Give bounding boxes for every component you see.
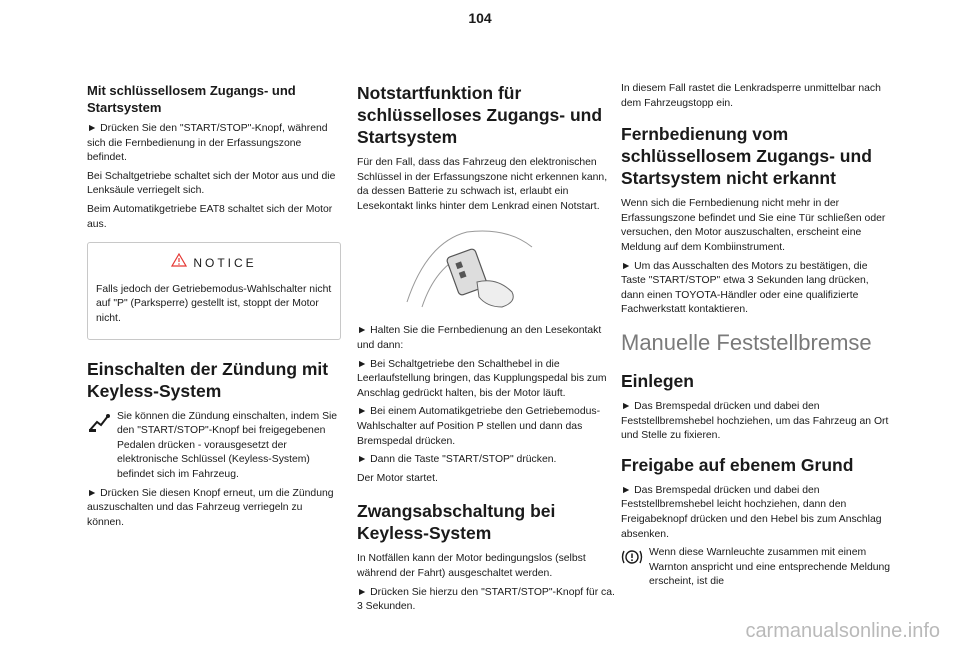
heading-release: Freigabe auf ebenem Grund — [621, 454, 854, 475]
step: ► Dann die Taste "START/STOP" drücken. — [357, 454, 557, 466]
paragraph: Wenn sich die Fernbedienung nicht mehr in der Erfassungszone befindet und Sie eine Tür schließen oder versuchen, den Motor auszuschalten, erscheint eine Meldung auf dem Kombiinstrument. — [621, 198, 886, 253]
heading-remote-not-detected: Fernbedienung vom schlüssellosem Zugangs- und Startsystem nicht erkannt — [621, 124, 872, 189]
key-reader-illustration — [397, 222, 537, 312]
section-title: Manuelle Feststellbremse — [621, 329, 872, 355]
heading-keyless-stop: Mit schlüssellosem Zugangs- und Startsystem — [87, 83, 296, 115]
step: Der Motor startet. — [357, 472, 438, 484]
notice-title: NOTICE — [193, 255, 257, 270]
parking-brake-warning-icon — [621, 548, 643, 572]
heading-apply: Einlegen — [621, 370, 694, 391]
paragraph: ► Drücken Sie den "START/STOP"-Knopf, während sich die Fernbedienung in der Erfassungszone befindet. — [87, 123, 328, 164]
notice-box — [87, 242, 341, 339]
paragraph: ► Um das Ausschalten des Motors zu bestätigen, die Taste "START/STOP" etwa 3 Sekunden lang drücken, dann einen TOYOTA-Händler oder eine qualifizierte Fachwerkstatt kontaktieren. — [621, 260, 869, 316]
paragraph: Für den Fall, dass das Fahrzeug den elektronischen Schlüssel in der Erfassungszone nicht erkennen kann, da dessen Batterie zu schwach ist, erlaubt ein Lesekontakt links hinter dem Lenkrad einen Notstart. — [357, 157, 608, 212]
step: ► Halten Sie die Fernbedienung an den Lesekontakt und dann: — [357, 325, 602, 351]
pedal-key-icon — [87, 412, 111, 440]
heading-ignition: Einschalten der Zündung mit Keyless-System — [87, 358, 329, 401]
column-3 — [621, 82, 892, 594]
column-2 — [357, 82, 618, 619]
paragraph: In diesem Fall rastet die Lenkradsperre unmittelbar nach dem Fahrzeugstopp ein. — [621, 83, 881, 109]
paragraph: Beim Automatikgetriebe EAT8 schaltet sich der Motor aus. — [87, 203, 333, 230]
notice-header — [96, 253, 332, 273]
paragraph: ► Das Bremspedal drücken und dabei den Feststellbremshebel leicht hochziehen, dann den Freigabeknopf drücken und den Hebel bis zum Anschlag absenken. — [621, 484, 882, 540]
column-1 — [87, 82, 341, 534]
warning-triangle-icon — [171, 253, 187, 273]
heading-emergency-start: Notstartfunktion für schlüsselloses Zugangs- und Startsystem — [357, 83, 603, 147]
step: ► Bei einem Automatikgetriebe den Getriebemodus-Wahlschalter auf Position P stellen und dann das Bremspedal drücken. — [357, 406, 601, 447]
page-number: 104 — [468, 10, 492, 26]
warning-block — [621, 546, 892, 594]
heading-forced-stop: Zwangsabschaltung bei Keyless-System — [357, 501, 556, 544]
paragraph: ► Drücken Sie hierzu den "START/STOP"-Knopf für ca. 3 Sekunden. — [357, 586, 615, 613]
paragraph: Bei Schaltgetriebe schaltet sich der Motor aus und die Lenksäule verriegelt sich. — [87, 170, 336, 197]
ignition-block — [87, 410, 341, 487]
paragraph: Wenn diese Warnleuchte zusammen mit einem Warnton anspricht und eine entsprechende Meldung erscheint, ist die — [649, 547, 891, 588]
paragraph: In Notfällen kann der Motor bedingungslos (selbst während der Fahrt) ausgeschaltet werden. — [357, 553, 586, 579]
watermark: carmanualsonline.info — [745, 620, 940, 642]
paragraph: ► Drücken Sie diesen Knopf erneut, um die Zündung auszuschalten und das Fahrzeug verriegeln zu können. — [87, 487, 334, 528]
paragraph: Sie können die Zündung einschalten, indem Sie den "START/STOP"-Knopf bei freigegebenen Pedalen drücken - vorausgesetzt der elektronische Schlüssel (Keyless-System) befindet sich im Fahrzeug. — [117, 410, 338, 480]
paragraph: ► Das Bremspedal drücken und dabei den Feststellbremshebel hochziehen, um das Fahrzeug an Ort und Stelle zu fixieren. — [621, 400, 889, 442]
notice-text: Falls jedoch der Getriebemodus-Wahlschalter nicht auf "P" (Parksperre) gestellt ist, stoppt der Motor nicht. — [96, 283, 332, 324]
step: ► Bei Schaltgetriebe den Schalthebel in die Leerlaufstellung bringen, das Kupplungspedal bis zum Anschlag gedrückt halten, bis der Motor läuft. — [357, 358, 607, 399]
